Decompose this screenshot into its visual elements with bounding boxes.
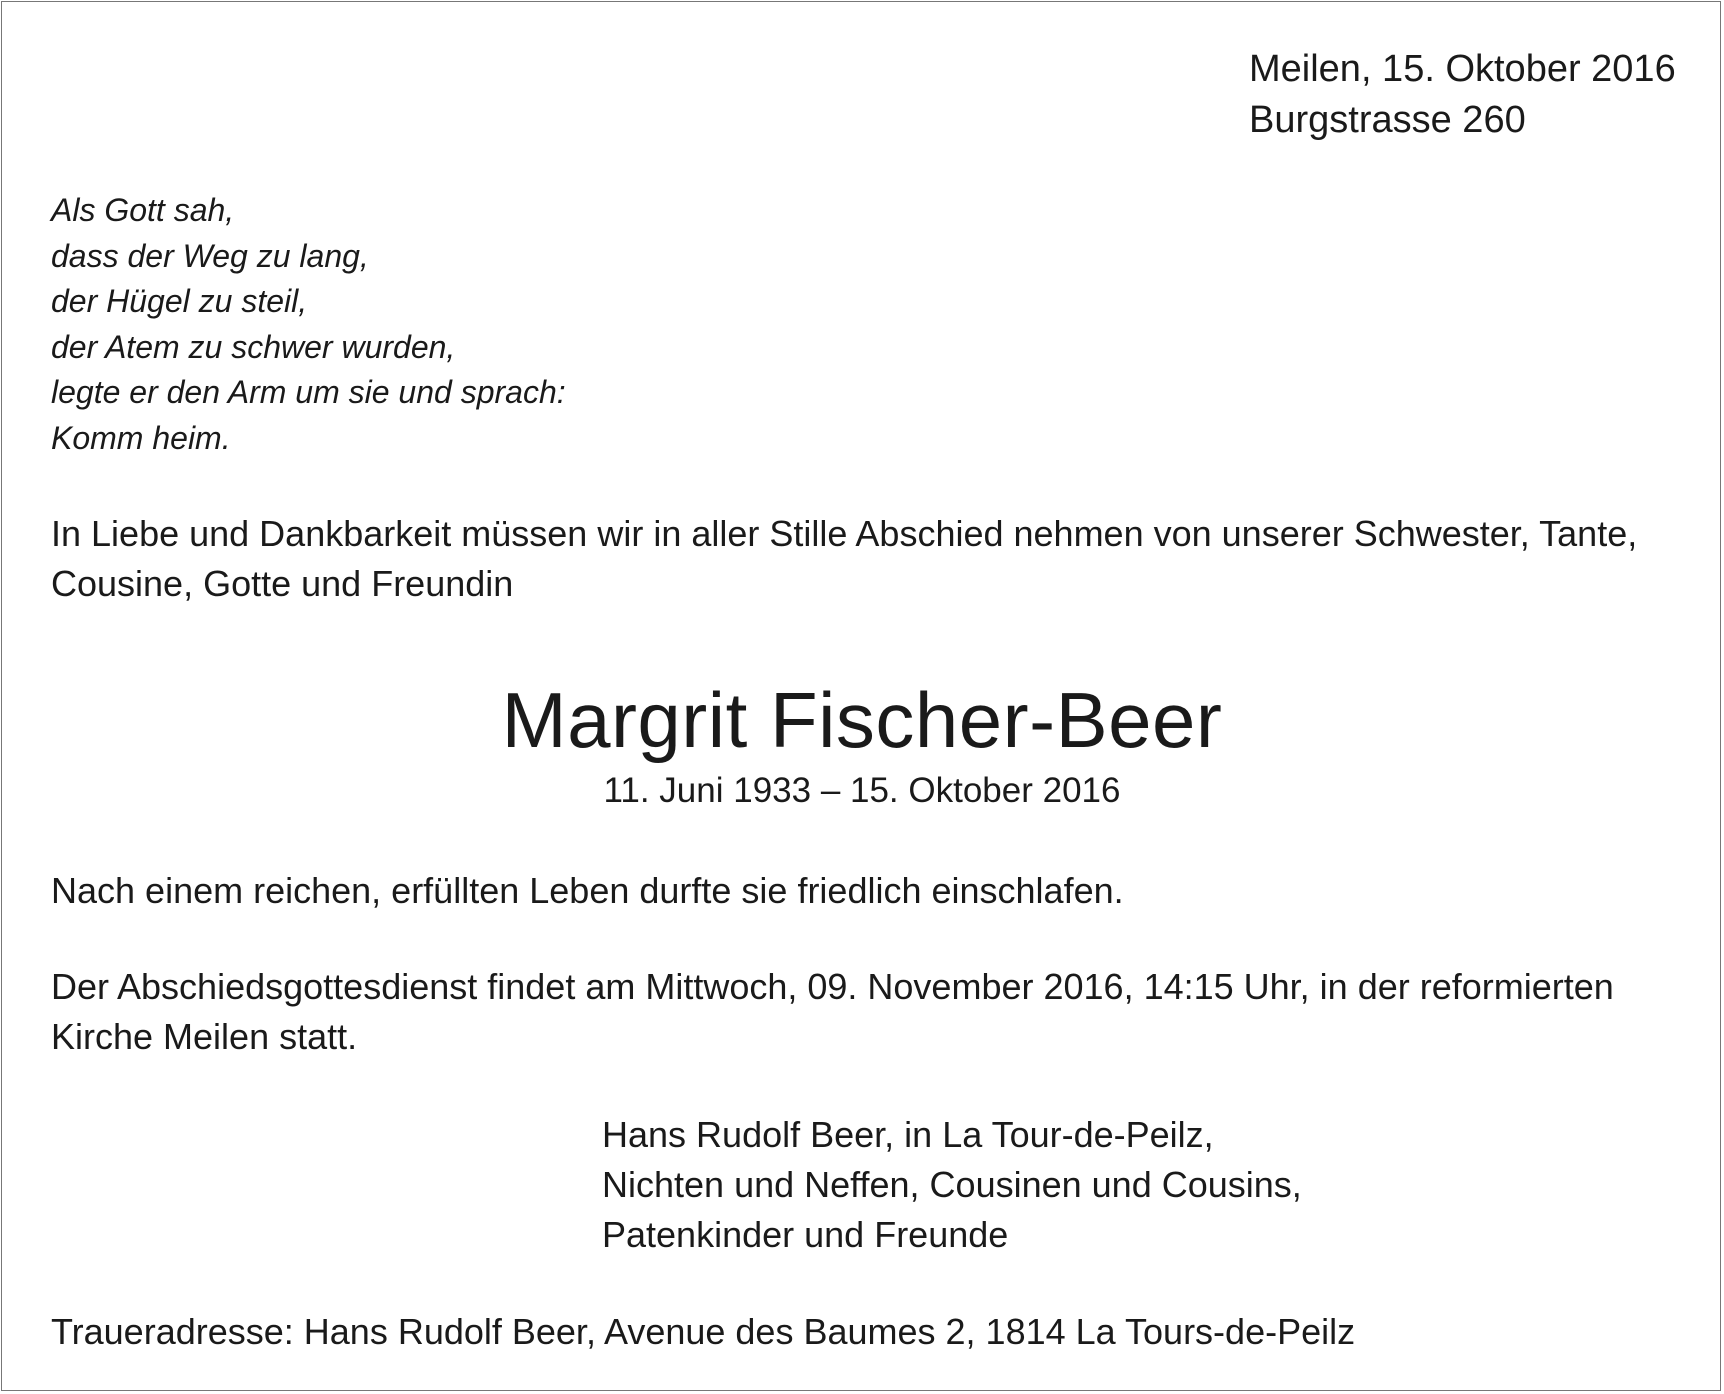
- intro-line: Cousine, Gotte und Freundin: [51, 563, 514, 604]
- mourner-line: Nichten und Neffen, Cousinen und Cousins,: [602, 1164, 1302, 1205]
- life-dates: 11. Juni 1933 – 15. Oktober 2016: [603, 771, 1121, 810]
- poem: [51, 188, 566, 461]
- place-date: Meilen, 15. Oktober 2016: [1249, 48, 1676, 90]
- poem-line: der Hügel zu steil,: [51, 283, 308, 319]
- poem-line: legte er den Arm um sie und sprach:: [51, 374, 566, 410]
- intro-line: In Liebe und Dankbarkeit müssen wir in aller Stille Abschied nehmen von unserer Schwester, Tante,: [51, 513, 1638, 554]
- mourners-list: [602, 1110, 1302, 1260]
- mourning-address: Traueradresse: Hans Rudolf Beer, Avenue des Baumes 2, 1814 La Tours-de-Peilz: [51, 1311, 1356, 1352]
- mourner-line: Hans Rudolf Beer, in La Tour-de-Peilz,: [602, 1114, 1214, 1155]
- deceased-name: Margrit Fischer-Beer: [501, 676, 1223, 764]
- service-line: Kirche Meilen statt.: [51, 1016, 358, 1057]
- poem-line: Komm heim.: [51, 419, 231, 456]
- street-address: Burgstrasse 260: [1249, 99, 1526, 141]
- service-line: Der Abschiedsgottesdienst findet am Mittwoch, 09. November 2016, 14:15 Uhr, in der reformierten: [51, 966, 1614, 1007]
- intro-paragraph: [51, 509, 1691, 609]
- poem-line: der Atem zu schwer wurden,: [51, 328, 456, 365]
- statement: Nach einem reichen, erfüllten Leben durfte sie friedlich einschlafen.: [51, 870, 1124, 911]
- poem-line: dass der Weg zu lang,: [51, 237, 369, 274]
- place-date-block: [1249, 44, 1676, 146]
- service-paragraph: [51, 962, 1614, 1062]
- mourner-line: Patenkinder und Freunde: [602, 1214, 1009, 1255]
- poem-line: Als Gott sah,: [51, 192, 235, 228]
